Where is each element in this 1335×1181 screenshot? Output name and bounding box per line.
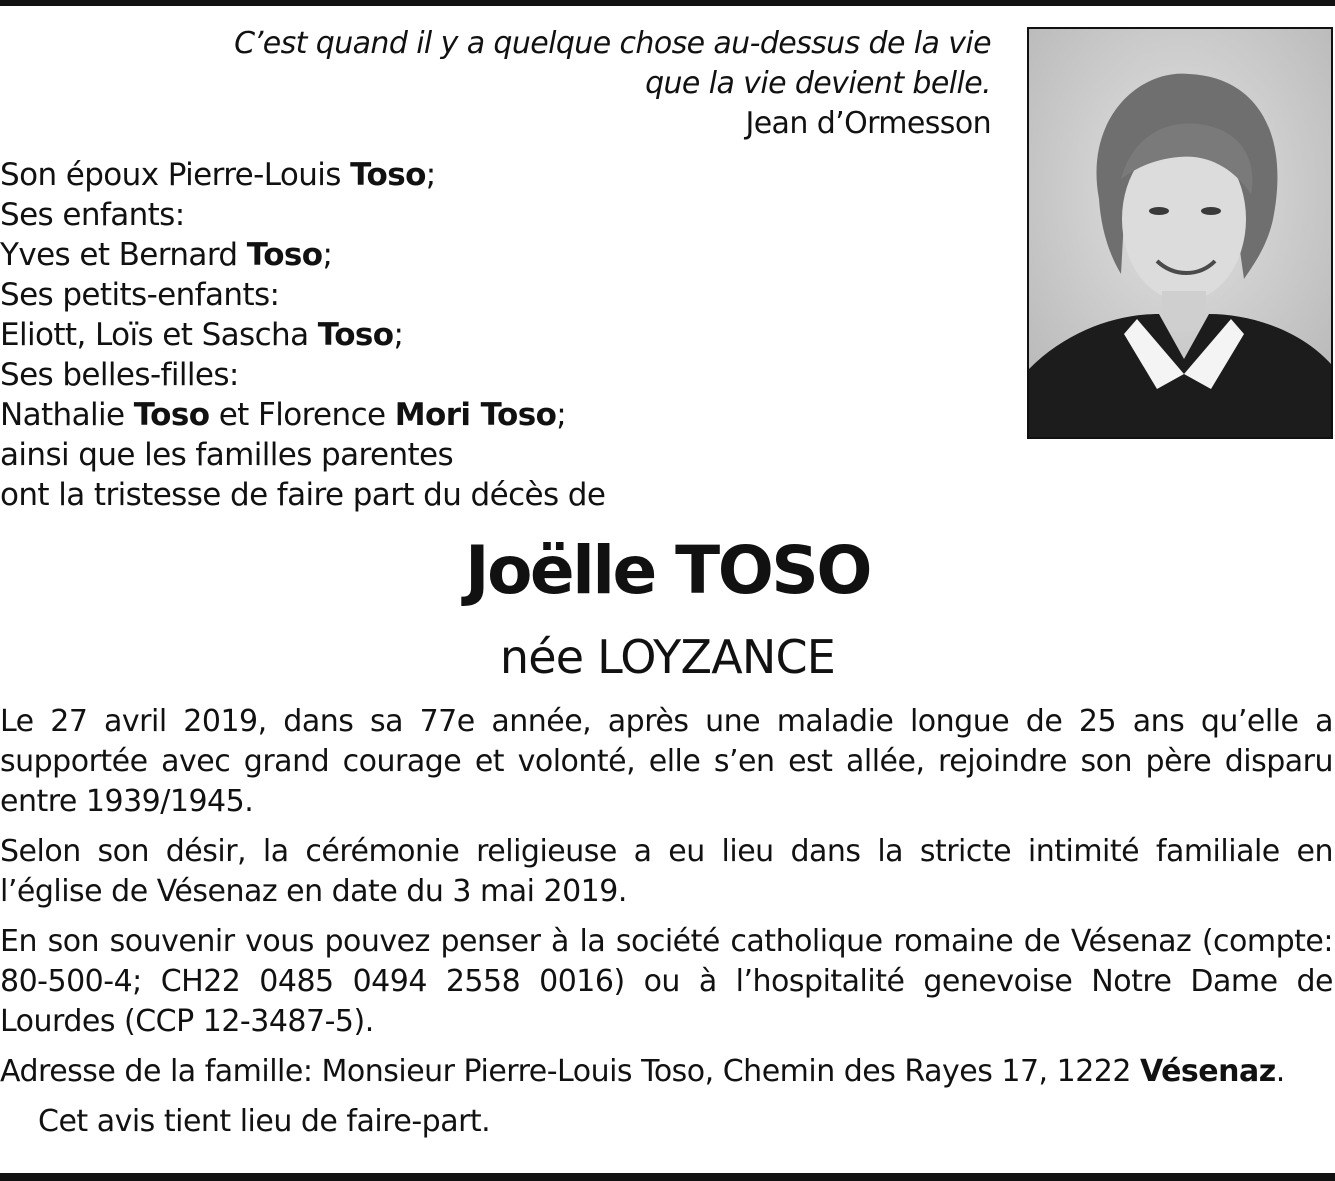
dil-suffix: ; — [556, 397, 567, 433]
spouse-prefix: Son époux Pierre-Louis — [0, 157, 351, 193]
address-prefix: Adresse de la famille: Monsieur Pierre-Louis Toso, Chemin des Rayes 17, 1222 — [0, 1054, 1140, 1089]
address-paragraph — [0, 1052, 1333, 1092]
closing-line: Cet avis tient lieu de faire-part. — [38, 1104, 491, 1139]
grandchildren-names: Eliott, Loïs et Sascha — [0, 317, 318, 353]
children-heading: Ses enfants: — [0, 197, 185, 233]
portrait-photo — [1027, 27, 1333, 439]
address-suffix: . — [1275, 1054, 1285, 1089]
top-rule — [0, 0, 1335, 6]
dil-surname-2: Mori Toso — [394, 397, 557, 433]
dil-name-1: Nathalie — [0, 397, 134, 433]
spouse-suffix: ; — [425, 157, 436, 193]
donations-paragraph: En son souvenir vous pouvez penser à la société catholique romaine de Vésenaz (compte: 80-500-4; CH22 0485 0494 2558 0016) ou à l’hospitalité genevoise Notre Dame de Lourdes (CCP 12-3487-5). — [0, 924, 1333, 1039]
address-city: Vésenaz — [1140, 1054, 1276, 1089]
epigraph-quote — [0, 24, 991, 144]
dil-connector: et Florence — [209, 397, 395, 433]
quote-line-1: C’est quand il y a quelque chose au-dessus de la vie — [234, 26, 991, 61]
relatives-line: ainsi que les familles parentes — [0, 437, 454, 473]
notice-body — [0, 702, 1333, 1152]
maiden-name: née LOYZANCE — [499, 630, 836, 684]
dil-surname-1: Toso — [133, 397, 210, 433]
daughters-in-law-heading: Ses belles-filles: — [0, 357, 239, 393]
spouse-surname: Toso — [350, 157, 426, 193]
death-paragraph: Le 27 avril 2019, dans sa 77e année, après une maladie longue de 25 ans qu’elle a supportée avec grand courage et volonté, elle s’en est allée, rejoindre son père disparu entre 1939/1945. — [0, 704, 1333, 819]
deceased-name: Joëlle TOSO — [465, 532, 870, 609]
children-names: Yves et Bernard — [0, 237, 247, 273]
grandchildren-surname: Toso — [317, 317, 394, 353]
grandchildren-suffix: ; — [393, 317, 404, 353]
children-surname: Toso — [246, 237, 323, 273]
announcement-line: ont la tristesse de faire part du décès de — [0, 477, 606, 513]
quote-author: Jean d’Ormesson — [745, 106, 991, 141]
ceremony-paragraph: Selon son désir, la cérémonie religieuse a eu lieu dans la stricte intimité familiale en l’église de Vésenaz en date du 3 mai 2019. — [0, 834, 1333, 909]
family-list — [0, 155, 605, 515]
bottom-rule — [0, 1173, 1335, 1181]
grandchildren-line — [0, 315, 605, 355]
portrait-image — [1029, 29, 1331, 437]
quote-line-2: que la vie devient belle. — [645, 66, 991, 101]
spouse-line — [0, 155, 605, 195]
grandchildren-heading: Ses petits-enfants: — [0, 277, 280, 313]
children-suffix: ; — [322, 237, 333, 273]
children-line — [0, 235, 605, 275]
daughters-in-law-line — [0, 395, 605, 435]
